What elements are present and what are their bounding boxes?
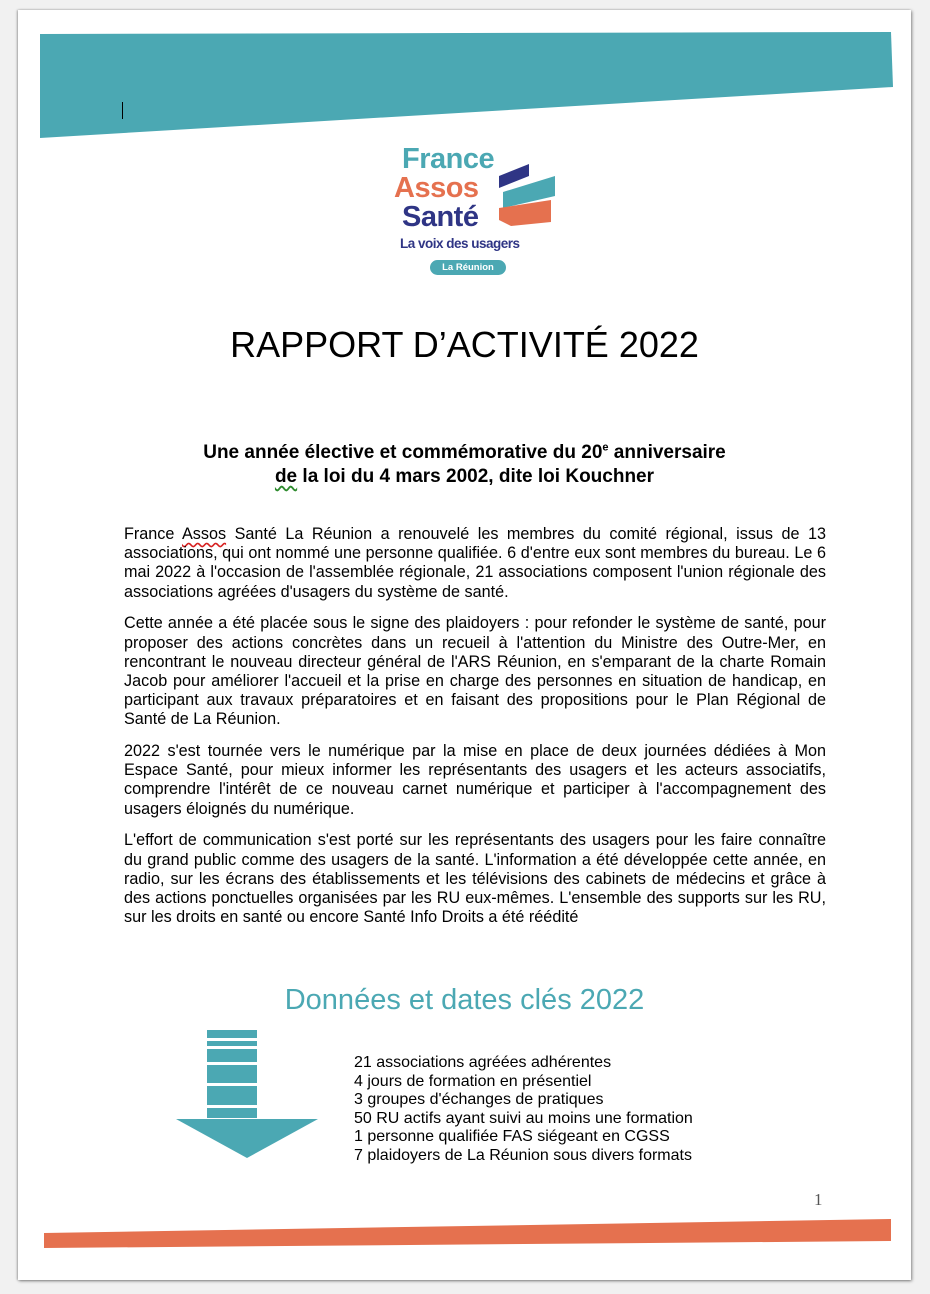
- logo-line-assos: Assos: [394, 172, 479, 204]
- document-page: [18, 10, 911, 1280]
- key-data-heading: Données et dates clés 2022: [284, 984, 645, 1016]
- key-data-item: 3 groupes d'échanges de pratiques: [354, 1091, 604, 1109]
- key-data-list: [354, 1054, 693, 1166]
- logo-tagline: La voix des usagers: [400, 236, 520, 251]
- page-number: 1: [814, 1190, 823, 1209]
- header-banner: [18, 10, 911, 150]
- logo-region-badge: La Réunion: [430, 260, 506, 275]
- subtitle-line-2: [18, 465, 911, 489]
- report-title: RAPPORT D’ACTIVITÉ 2022: [230, 324, 699, 365]
- france-assos-sante-logo: [394, 140, 564, 280]
- key-data-item: 1 personne qualifiée FAS siégeant en CGSS: [354, 1128, 670, 1146]
- paragraph-4: L'effort de communication s'est porté sur les représentants des usagers pour les faire connaître du grand public comme des usagers de la santé. L'information a été développée cette année, en radio, sur les écrans des établissements et les télévisions des cabinets de médecins et grâce à des actions ponctuelles organisées par les RU eux-mêmes. L'ensemble des supports sur les RU, sur les droits en santé ou encore Santé Info Droits a été réédité: [124, 831, 826, 927]
- footer-banner: [18, 1205, 911, 1255]
- paragraph-text: France: [124, 525, 182, 543]
- subtitle-superscript: e: [602, 441, 609, 454]
- key-data-item: 50 RU actifs ayant suivi au moins une formation: [354, 1109, 693, 1127]
- paragraph-1: [124, 525, 826, 602]
- subtitle-text: Une année élective et commémorative du 20: [203, 442, 603, 463]
- key-data-item: 4 jours de formation en présentiel: [354, 1072, 592, 1090]
- subtitle-line-1: [18, 441, 911, 465]
- grammar-flagged-word: de: [274, 466, 298, 487]
- logo-line-sante: Santé: [402, 201, 479, 233]
- logo-line-france: France: [402, 143, 495, 175]
- subtitle-text: la loi du 4 mars 2002, dite loi Kouchner: [297, 466, 655, 487]
- subtitle-text: anniversaire: [608, 442, 726, 463]
- text-cursor: [122, 102, 123, 119]
- logo-speech-shapes-icon: [495, 162, 557, 232]
- paragraph-2: Cette année a été placée sous le signe des plaidoyers : pour refonder le système de santé, pour proposer des actions concrètes dans un recueil à l'attention du Ministre des Outre-Mer, en rencontrant le nouveau directeur général de l'ARS Réunion, en s'emparant de la charte Romain Jacob pour améliorer l'accueil et la prise en charge des personnes en situation de handicap, en participant aux travaux préparatoires et en faisant des propositions pour le Plan Régional de Santé de La Réunion.: [124, 614, 826, 729]
- report-subtitle: [18, 441, 911, 489]
- key-data-item: 7 plaidoyers de La Réunion sous divers formats: [354, 1146, 692, 1164]
- down-arrow-icon: [176, 1030, 318, 1160]
- paragraph-text: Santé La Réunion a renouvelé les membres du comité régional, issus de 13 associations, qui ont nommé une personne qualifiée. 6 d'entre eux sont membres du bureau. Le 6 mai 2022 à l'occasion de l'assemblée régionale, 21 associations composent l'union régionale des associations agréées d'usagers du système de santé.: [124, 525, 827, 601]
- paragraph-3: 2022 s'est tournée vers le numérique par la mise en place de deux journées dédiées à Mon Espace Santé, pour mieux informer les représentants des usagers et les acteurs associatifs, comprendre l'intérêt de ce nouveau carnet numérique et participer à l'accompagnement des usagers éloignés du numérique.: [124, 742, 826, 818]
- body-text: [124, 525, 826, 940]
- key-data-item: 21 associations agréées adhérentes: [354, 1054, 612, 1071]
- spelling-flagged-word: Assos: [181, 525, 227, 543]
